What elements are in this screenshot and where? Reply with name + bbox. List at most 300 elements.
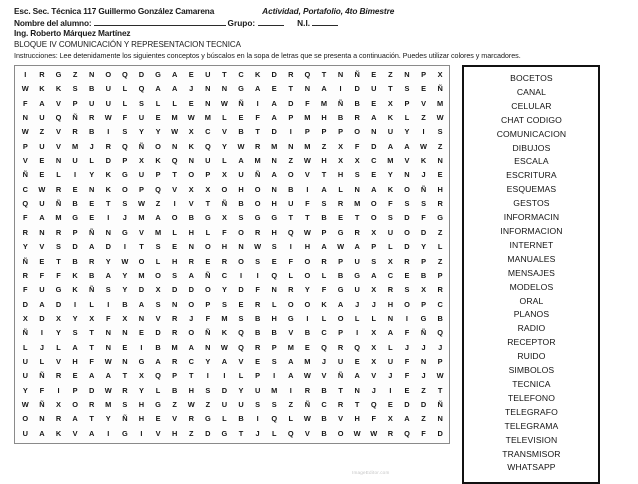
grid-cell[interactable]: H xyxy=(271,227,277,237)
grid-cell[interactable]: M xyxy=(71,141,79,151)
grid-cell[interactable]: U xyxy=(39,113,45,123)
grid-cell[interactable]: Ñ xyxy=(304,399,311,409)
grid-cell[interactable]: R xyxy=(354,227,360,237)
grid-cell[interactable]: P xyxy=(371,242,377,252)
grid-cell[interactable]: U xyxy=(371,84,377,94)
grid-cell[interactable]: H xyxy=(188,227,194,237)
grid-cell[interactable]: M xyxy=(271,385,278,395)
word-list-item[interactable]: GESTOS xyxy=(513,198,550,209)
grid-cell[interactable]: Z xyxy=(155,199,161,209)
grid-cell[interactable]: M xyxy=(354,199,361,209)
grid-cell[interactable]: R xyxy=(288,70,294,80)
grid-cell[interactable]: C xyxy=(221,270,228,280)
grid-cell[interactable]: P xyxy=(271,342,277,352)
grid-cell[interactable]: G xyxy=(55,285,62,295)
grid-cell[interactable]: E xyxy=(354,356,360,366)
grid-cell[interactable]: P xyxy=(22,141,28,151)
grid-cell[interactable]: B xyxy=(420,270,427,280)
grid-cell[interactable]: G xyxy=(354,270,361,280)
grid-cell[interactable]: Y xyxy=(404,127,410,137)
grid-cell[interactable]: S xyxy=(56,242,61,252)
grid-cell[interactable]: B xyxy=(437,313,443,323)
word-list-item[interactable]: ESCALA xyxy=(514,156,549,167)
grid-cell[interactable]: Z xyxy=(437,141,443,151)
grid-cell[interactable]: I xyxy=(306,184,309,194)
grid-cell[interactable]: F xyxy=(421,213,426,223)
grid-cell[interactable]: L xyxy=(321,313,327,323)
grid-cell[interactable]: Q xyxy=(287,428,294,438)
grid-cell[interactable]: R xyxy=(437,199,443,209)
grid-cell[interactable]: E xyxy=(122,342,128,352)
grid-cell[interactable]: T xyxy=(305,213,310,223)
grid-cell[interactable]: H xyxy=(238,184,244,194)
grid-cell[interactable]: L xyxy=(155,385,161,395)
grid-cell[interactable]: W xyxy=(436,371,444,381)
grid-cell[interactable]: M xyxy=(304,141,311,151)
group-field[interactable] xyxy=(258,17,284,26)
word-list-item[interactable]: TECNICA xyxy=(512,378,551,389)
grid-cell[interactable]: Ñ xyxy=(221,199,228,209)
grid-cell[interactable]: Ñ xyxy=(437,84,443,94)
grid-cell[interactable]: Z xyxy=(39,127,45,137)
word-list-item[interactable]: RECEPTOR xyxy=(507,337,556,348)
grid-cell[interactable]: M xyxy=(304,356,311,366)
grid-cell[interactable]: T xyxy=(89,414,94,424)
grid-cell[interactable]: B xyxy=(238,199,244,209)
grid-cell[interactable]: W xyxy=(370,428,378,438)
grid-cell[interactable]: L xyxy=(39,356,45,366)
grid-cell[interactable]: J xyxy=(438,342,443,352)
grid-cell[interactable]: K xyxy=(321,299,327,309)
grid-cell[interactable]: U xyxy=(105,98,111,108)
grid-cell[interactable]: O xyxy=(370,213,377,223)
grid-cell[interactable]: Ñ xyxy=(55,199,62,209)
grid-cell[interactable]: U xyxy=(387,356,394,366)
grid-cell[interactable]: O xyxy=(404,299,410,309)
grid-cell[interactable]: K xyxy=(387,113,394,123)
grid-cell[interactable]: B xyxy=(337,270,344,280)
grid-cell[interactable]: W xyxy=(337,242,345,252)
grid-cell[interactable]: P xyxy=(205,170,211,180)
grid-cell[interactable]: W xyxy=(38,184,46,194)
grid-cell[interactable]: L xyxy=(56,170,61,180)
grid-cell[interactable]: B xyxy=(89,127,95,137)
grid-cell[interactable]: D xyxy=(420,399,427,409)
grid-cell[interactable]: G xyxy=(271,213,278,223)
grid-cell[interactable]: O xyxy=(304,256,311,266)
grid-cell[interactable]: T xyxy=(321,70,327,80)
grid-cell[interactable]: W xyxy=(303,414,311,424)
grid-cell[interactable]: O xyxy=(188,170,195,180)
grid-cell[interactable]: D xyxy=(271,127,277,137)
word-list-item[interactable]: BOCETOS xyxy=(510,73,553,84)
grid-cell[interactable]: I xyxy=(405,313,408,323)
grid-cell[interactable]: S xyxy=(387,213,393,223)
grid-cell[interactable]: N xyxy=(39,414,45,424)
grid-cell[interactable]: B xyxy=(89,84,95,94)
student-name-field[interactable] xyxy=(94,17,226,26)
grid-cell[interactable]: O xyxy=(171,213,178,223)
grid-cell[interactable]: I xyxy=(74,170,77,180)
grid-cell[interactable]: X xyxy=(371,285,377,295)
grid-cell[interactable]: L xyxy=(288,414,294,424)
grid-cell[interactable]: L xyxy=(371,313,377,323)
grid-cell[interactable]: U xyxy=(39,199,45,209)
grid-cell[interactable]: D xyxy=(354,84,360,94)
grid-cell[interactable]: V xyxy=(338,414,344,424)
grid-cell[interactable]: N xyxy=(387,313,394,323)
grid-cell[interactable]: K xyxy=(155,156,161,166)
grid-cell[interactable]: E xyxy=(72,184,78,194)
grid-cell[interactable]: I xyxy=(107,213,110,223)
grid-cell[interactable]: M xyxy=(287,342,294,352)
grid-cell[interactable]: B xyxy=(321,414,327,424)
grid-cell[interactable]: F xyxy=(404,328,410,338)
grid-cell[interactable]: T xyxy=(288,213,294,223)
grid-cell[interactable]: A xyxy=(89,242,95,252)
grid-cell[interactable]: S xyxy=(354,170,360,180)
grid-cell[interactable]: R xyxy=(254,141,261,151)
grid-cell[interactable]: Q xyxy=(354,342,361,352)
grid-cell[interactable]: N xyxy=(171,299,178,309)
grid-cell[interactable]: Y xyxy=(421,242,427,252)
grid-cell[interactable]: D xyxy=(238,285,244,295)
grid-cell[interactable]: O xyxy=(22,414,29,424)
word-list-item[interactable]: MANUALES xyxy=(507,253,556,264)
grid-cell[interactable]: M xyxy=(138,270,145,280)
grid-cell[interactable]: G xyxy=(121,170,128,180)
grid-cell[interactable]: G xyxy=(337,285,344,295)
grid-cell[interactable]: R xyxy=(22,270,28,280)
grid-cell[interactable]: W xyxy=(171,127,179,137)
grid-cell[interactable]: Z xyxy=(421,113,426,123)
grid-cell[interactable]: G xyxy=(55,70,62,80)
grid-cell[interactable]: Q xyxy=(304,70,311,80)
word-list-item[interactable]: SIMBOLOS xyxy=(508,365,555,376)
grid-cell[interactable]: X xyxy=(138,156,144,166)
grid-cell[interactable]: S xyxy=(238,213,244,223)
grid-cell[interactable]: D xyxy=(105,242,111,252)
word-list-item[interactable]: ESCRITURA xyxy=(506,170,557,181)
grid-cell[interactable]: K xyxy=(387,184,394,194)
grid-cell[interactable]: N xyxy=(188,242,194,252)
grid-cell[interactable]: I xyxy=(24,70,27,80)
grid-cell[interactable]: Q xyxy=(287,227,294,237)
grid-cell[interactable]: X xyxy=(221,170,227,180)
grid-cell[interactable]: I xyxy=(256,414,259,424)
grid-cell[interactable]: B xyxy=(254,313,261,323)
grid-cell[interactable]: F xyxy=(388,199,393,209)
grid-cell[interactable]: R xyxy=(105,141,111,151)
grid-cell[interactable]: X xyxy=(387,98,393,108)
grid-cell[interactable]: U xyxy=(288,199,294,209)
grid-cell[interactable]: R xyxy=(337,399,344,409)
grid-cell[interactable]: A xyxy=(288,356,294,366)
grid-cell[interactable]: Y xyxy=(238,385,244,395)
grid-cell[interactable]: E xyxy=(338,213,344,223)
grid-cell[interactable]: M xyxy=(304,113,311,123)
grid-cell[interactable]: F xyxy=(89,356,94,366)
grid-cell[interactable]: S xyxy=(122,199,128,209)
grid-cell[interactable]: E xyxy=(404,270,410,280)
grid-cell[interactable]: N xyxy=(354,184,360,194)
grid-cell[interactable]: X xyxy=(155,285,161,295)
grid-cell[interactable]: R xyxy=(171,313,178,323)
grid-cell[interactable]: Q xyxy=(55,113,62,123)
grid-cell[interactable]: D xyxy=(221,385,228,395)
grid-cell[interactable]: D xyxy=(404,242,410,252)
grid-cell[interactable]: I xyxy=(223,371,226,381)
grid-cell[interactable]: X xyxy=(387,256,393,266)
grid-cell[interactable]: M xyxy=(105,399,112,409)
grid-cell[interactable]: S xyxy=(404,84,410,94)
grid-cell[interactable]: N xyxy=(39,227,45,237)
grid-cell[interactable]: A xyxy=(321,84,327,94)
grid-cell[interactable]: E xyxy=(89,199,95,209)
grid-cell[interactable]: F xyxy=(404,356,410,366)
grid-cell[interactable]: S xyxy=(105,285,111,295)
grid-cell[interactable]: V xyxy=(238,356,244,366)
grid-cell[interactable]: Ñ xyxy=(205,270,211,280)
grid-cell[interactable]: R xyxy=(437,285,443,295)
grid-cell[interactable]: O xyxy=(337,313,344,323)
grid-cell[interactable]: A xyxy=(254,84,261,94)
grid-cell[interactable]: W xyxy=(121,256,129,266)
grid-cell[interactable]: R xyxy=(22,227,28,237)
grid-cell[interactable]: Ñ xyxy=(337,371,344,381)
grid-cell[interactable]: X xyxy=(56,399,61,409)
word-list-item[interactable]: INFORMACIN xyxy=(503,212,560,223)
grid-cell[interactable]: F xyxy=(354,141,360,151)
grid-cell[interactable]: K xyxy=(72,285,78,295)
grid-cell[interactable]: J xyxy=(39,342,44,352)
grid-cell[interactable]: J xyxy=(421,342,426,352)
grid-cell[interactable]: K xyxy=(105,170,111,180)
grid-cell[interactable]: K xyxy=(72,270,78,280)
grid-cell[interactable]: N xyxy=(122,328,128,338)
grid-cell[interactable]: T xyxy=(354,399,360,409)
grid-cell[interactable]: G xyxy=(155,70,161,80)
grid-cell[interactable]: W xyxy=(436,113,444,123)
grid-cell[interactable]: C xyxy=(22,184,28,194)
grid-cell[interactable]: S xyxy=(172,270,178,280)
grid-cell[interactable]: A xyxy=(321,184,327,194)
grid-cell[interactable]: P xyxy=(404,98,410,108)
grid-cell[interactable]: M xyxy=(138,213,145,223)
word-list-item[interactable]: TELEGRAFO xyxy=(504,406,558,417)
grid-cell[interactable]: B xyxy=(155,342,161,352)
grid-cell[interactable]: W xyxy=(303,371,311,381)
word-list-item[interactable]: TELEGRAMA xyxy=(504,420,559,431)
grid-cell[interactable]: O xyxy=(138,256,145,266)
grid-cell[interactable]: X xyxy=(421,285,427,295)
grid-cell[interactable]: Ñ xyxy=(39,399,45,409)
grid-cell[interactable]: G xyxy=(121,428,128,438)
grid-cell[interactable]: E xyxy=(72,371,78,381)
grid-cell[interactable]: F xyxy=(205,313,211,323)
grid-cell[interactable]: D xyxy=(39,313,45,323)
grid-cell[interactable]: R xyxy=(404,256,410,266)
grid-cell[interactable]: X xyxy=(338,141,344,151)
grid-cell[interactable]: D xyxy=(437,428,443,438)
grid-cell[interactable]: S xyxy=(138,98,144,108)
grid-cell[interactable]: N xyxy=(205,84,211,94)
grid-cell[interactable]: U xyxy=(354,256,360,266)
grid-cell[interactable]: I xyxy=(173,199,176,209)
grid-cell[interactable]: F xyxy=(255,285,260,295)
grid-cell[interactable]: L xyxy=(89,156,94,166)
grid-cell[interactable]: I xyxy=(273,371,276,381)
grid-cell[interactable]: Q xyxy=(155,184,161,194)
grid-cell[interactable]: A xyxy=(39,98,45,108)
grid-cell[interactable]: W xyxy=(237,141,245,151)
grid-cell[interactable]: C xyxy=(371,156,377,166)
grid-cell[interactable]: S xyxy=(72,328,78,338)
grid-cell[interactable]: N xyxy=(105,342,111,352)
grid-cell[interactable]: S xyxy=(221,299,227,309)
grid-cell[interactable]: B xyxy=(72,199,78,209)
grid-cell[interactable]: L xyxy=(321,270,327,280)
grid-cell[interactable]: J xyxy=(355,299,360,309)
grid-cell[interactable]: M xyxy=(271,141,278,151)
grid-cell[interactable]: P xyxy=(421,256,427,266)
grid-cell[interactable]: B xyxy=(238,127,244,137)
grid-cell[interactable]: W xyxy=(137,199,145,209)
grid-cell[interactable]: Ñ xyxy=(22,328,28,338)
grid-cell[interactable]: Ñ xyxy=(89,227,95,237)
grid-cell[interactable]: V xyxy=(404,156,410,166)
grid-cell[interactable]: N xyxy=(105,328,111,338)
grid-cell[interactable]: F xyxy=(122,113,128,123)
grid-cell[interactable]: A xyxy=(271,98,277,108)
grid-cell[interactable]: G xyxy=(221,428,228,438)
grid-cell[interactable]: I xyxy=(289,242,292,252)
grid-cell[interactable]: T xyxy=(388,84,393,94)
grid-cell[interactable]: V xyxy=(72,428,78,438)
grid-cell[interactable]: Q xyxy=(121,70,128,80)
grid-cell[interactable]: E xyxy=(39,156,45,166)
grid-cell[interactable]: S xyxy=(72,84,78,94)
grid-cell[interactable]: R xyxy=(55,371,62,381)
grid-cell[interactable]: Z xyxy=(388,70,393,80)
grid-cell[interactable]: P xyxy=(338,127,344,137)
grid-cell[interactable]: Q xyxy=(238,328,244,338)
grid-cell[interactable]: C xyxy=(321,399,327,409)
grid-cell[interactable]: K xyxy=(254,70,261,80)
grid-cell[interactable]: L xyxy=(404,113,410,123)
grid-cell[interactable]: R xyxy=(354,113,360,123)
grid-cell[interactable]: X xyxy=(89,313,95,323)
grid-cell[interactable]: H xyxy=(72,356,78,366)
grid-cell[interactable]: L xyxy=(122,84,128,94)
grid-cell[interactable]: V xyxy=(155,428,161,438)
grid-cell[interactable]: X xyxy=(354,156,360,166)
grid-cell[interactable]: P xyxy=(321,127,327,137)
grid-cell[interactable]: U xyxy=(387,227,394,237)
grid-cell[interactable]: B xyxy=(188,213,194,223)
grid-cell[interactable]: Y xyxy=(221,285,227,295)
grid-cell[interactable]: D xyxy=(404,213,410,223)
grid-cell[interactable]: L xyxy=(23,342,28,352)
grid-cell[interactable]: G xyxy=(337,227,344,237)
grid-cell[interactable]: S xyxy=(271,242,277,252)
grid-cell[interactable]: O xyxy=(155,270,161,280)
grid-cell[interactable]: I xyxy=(140,428,143,438)
grid-cell[interactable]: O xyxy=(238,227,244,237)
grid-cell[interactable]: W xyxy=(187,399,195,409)
grid-cell[interactable]: V xyxy=(421,98,427,108)
grid-cell[interactable]: Z xyxy=(437,256,443,266)
grid-cell[interactable]: E xyxy=(39,170,45,180)
grid-cell[interactable]: L xyxy=(172,98,177,108)
grid-cell[interactable]: I xyxy=(289,127,292,137)
grid-cell[interactable]: J xyxy=(421,371,426,381)
grid-cell[interactable]: N xyxy=(122,356,128,366)
grid-cell[interactable]: D xyxy=(138,70,145,80)
grid-cell[interactable]: X xyxy=(205,184,211,194)
grid-cell[interactable]: B xyxy=(72,256,78,266)
grid-cell[interactable]: E xyxy=(172,242,178,252)
grid-cell[interactable]: N xyxy=(404,70,410,80)
grid-cell[interactable]: G xyxy=(204,414,211,424)
grid-cell[interactable]: A xyxy=(39,213,45,223)
grid-cell[interactable]: A xyxy=(188,342,194,352)
grid-cell[interactable]: O xyxy=(204,242,211,252)
grid-cell[interactable]: K xyxy=(420,156,427,166)
grid-cell[interactable]: E xyxy=(138,328,144,338)
grid-cell[interactable]: U xyxy=(138,113,145,123)
grid-cell[interactable]: Q xyxy=(321,342,327,352)
grid-cell[interactable]: O xyxy=(287,299,294,309)
grid-cell[interactable]: T xyxy=(188,371,194,381)
grid-cell[interactable]: O xyxy=(337,428,344,438)
grid-cell[interactable]: R xyxy=(55,184,62,194)
grid-cell[interactable]: V xyxy=(321,371,327,381)
grid-cell[interactable]: F xyxy=(106,313,111,323)
grid-cell[interactable]: R xyxy=(387,285,394,295)
grid-cell[interactable]: Z xyxy=(205,399,211,409)
grid-cell[interactable]: Z xyxy=(188,428,194,438)
grid-cell[interactable]: R xyxy=(337,199,344,209)
grid-cell[interactable]: J xyxy=(189,84,194,94)
grid-cell[interactable]: N xyxy=(288,141,294,151)
grid-cell[interactable]: V xyxy=(22,156,28,166)
grid-cell[interactable]: R xyxy=(254,342,261,352)
grid-cell[interactable]: S xyxy=(404,199,410,209)
grid-cell[interactable]: Ñ xyxy=(420,184,427,194)
grid-cell[interactable]: G xyxy=(204,213,211,223)
grid-cell[interactable]: S xyxy=(437,127,443,137)
grid-cell[interactable]: L xyxy=(155,256,161,266)
grid-cell[interactable]: N xyxy=(89,70,95,80)
grid-cell[interactable]: Q xyxy=(204,141,211,151)
grid-cell[interactable]: F xyxy=(371,414,377,424)
grid-cell[interactable]: B xyxy=(238,414,244,424)
grid-cell[interactable]: D xyxy=(138,285,145,295)
grid-cell[interactable]: E xyxy=(255,356,261,366)
grid-cell[interactable]: C xyxy=(437,299,443,309)
grid-cell[interactable]: P xyxy=(437,356,443,366)
grid-cell[interactable]: R xyxy=(387,428,394,438)
word-list-item[interactable]: DIBUJOS xyxy=(512,142,551,153)
word-list-item[interactable]: INFORMACION xyxy=(500,226,563,237)
grid-cell[interactable]: A xyxy=(72,342,78,352)
grid-cell[interactable]: O xyxy=(188,328,195,338)
grid-cell[interactable]: R xyxy=(89,113,95,123)
grid-cell[interactable]: F xyxy=(39,270,45,280)
grid-cell[interactable]: D xyxy=(404,399,410,409)
grid-cell[interactable]: D xyxy=(188,285,194,295)
